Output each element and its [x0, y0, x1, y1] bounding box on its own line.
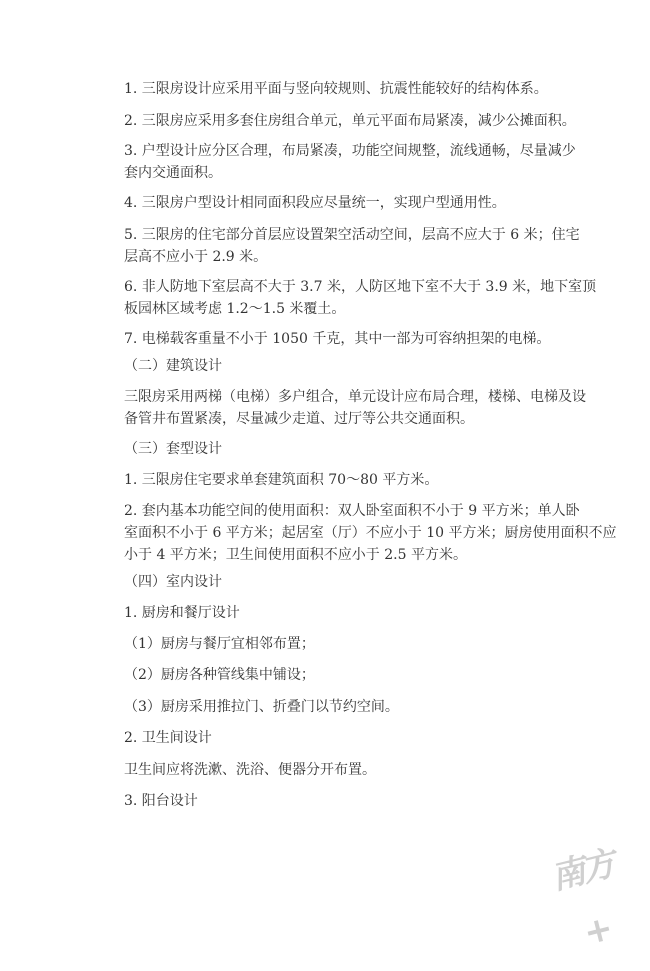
paragraph-2-line-1: 2. 三限房应采用多套住房组合单元，单元平面布局紧凑，减少公摊面积。 [124, 113, 576, 129]
paragraph-7-line-1: 7. 电梯载客重量不小于 1050 千克，其中一部为可容纳担架的电梯。 [124, 331, 551, 347]
paragraph-16-line-1: （2）厨房各种管线集中铺设； [124, 667, 315, 683]
paragraph-12-line-3: 小于 4 平方米；卫生间使用面积不应小于 2.5 平方米。 [124, 547, 467, 563]
paragraph-1-line-1: 1. 三限房设计应采用平面与竖向较规则、抗震性能较好的结构体系。 [124, 81, 548, 97]
paragraph-13-line-1: （四）室内设计 [124, 574, 222, 590]
paragraph-3-line-2: 套内交通面积。 [124, 165, 222, 181]
paragraph-11-line-1: 1. 三限房住宅要求单套建筑面积 70～80 平方米。 [124, 472, 439, 488]
paragraph-15-line-1: （1）厨房与餐厅宜相邻布置； [124, 636, 315, 652]
paragraph-9-line-2: 备管井布置紧凑，尽量减少走道、过厅等公共交通面积。 [124, 411, 474, 427]
paragraph-14-line-1: 1. 厨房和餐厅设计 [124, 605, 240, 621]
paragraph-4-line-1: 4. 三限房户型设计相同面积段应尽量统一，实现户型通用性。 [124, 195, 506, 211]
paragraph-3-line-1: 3. 户型设计应分区合理，布局紧凑，功能空间规整，流线通畅，尽量减少 [124, 143, 576, 159]
paragraph-9-line-1: 三限房采用两梯（电梯）多户组合，单元设计应布局合理，楼梯、电梯及设 [124, 389, 586, 405]
paragraph-17-line-1: （3）厨房采用推拉门、折叠门以节约空间。 [124, 699, 399, 715]
paragraph-19-line-1: 卫生间应将洗漱、洗浴、便器分开布置。 [124, 762, 376, 778]
paragraph-20-line-1: 3. 阳台设计 [124, 793, 198, 809]
paragraph-18-line-1: 2. 卫生间设计 [124, 730, 212, 746]
paragraph-5-line-2: 层高不应小于 2.9 米。 [124, 249, 268, 265]
paragraph-12-line-2: 室面积不小于 6 平方米；起居室（厅）不应小于 10 平方米；厨房使用面积不应 [124, 525, 617, 541]
paragraph-5-line-1: 5. 三限房的住宅部分首层应设置架空活动空间，层高不应大于 6 米；住宅 [124, 227, 580, 243]
paragraph-8-line-1: （二）建筑设计 [124, 358, 222, 374]
paragraph-6-line-1: 6. 非人防地下室层高不大于 3.7 米，人防区地下室不大于 3.9 米，地下室顶 [124, 279, 597, 295]
paragraph-12-line-1: 2. 套内基本功能空间的使用面积：双人卧室面积不小于 9 平方米；单人卧 [124, 503, 580, 519]
paragraph-6-line-2: 板园林区域考虑 1.2～1.5 米覆土。 [124, 301, 346, 317]
paragraph-10-line-1: （三）套型设计 [124, 441, 222, 457]
nanfang-plus-watermark: 南方+ [547, 844, 617, 954]
